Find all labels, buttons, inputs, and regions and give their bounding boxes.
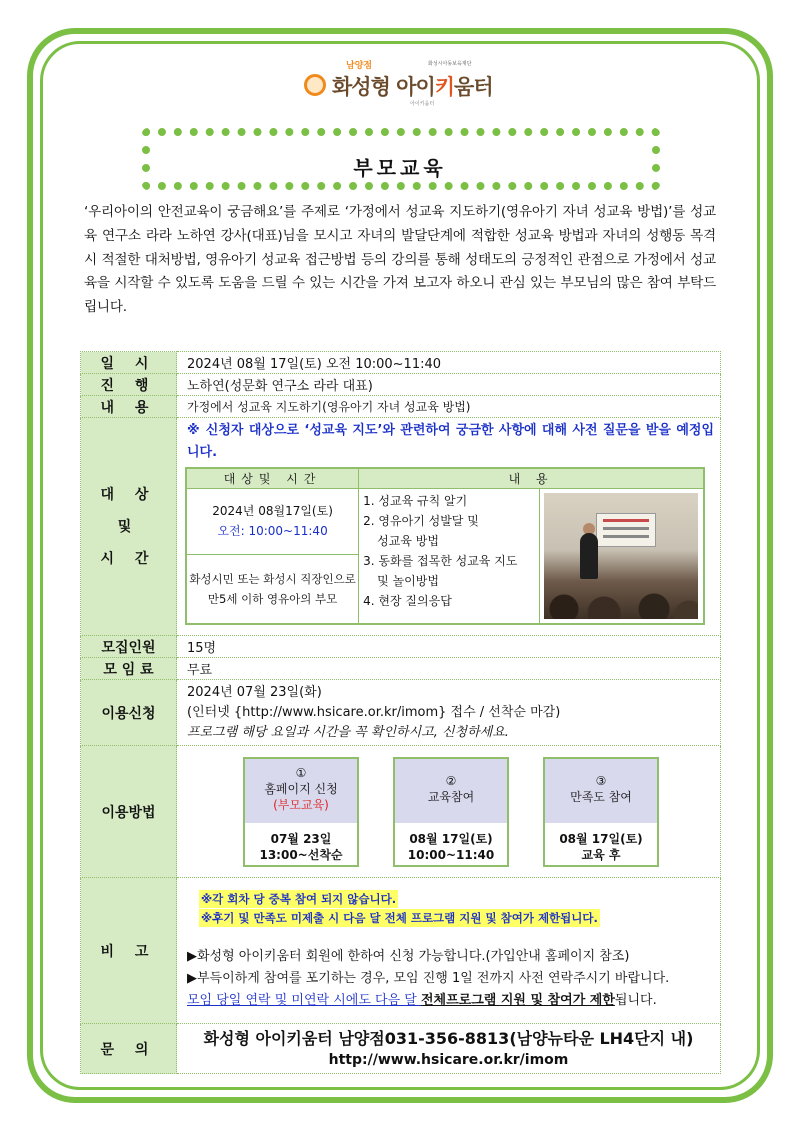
value-content: 가정에서 성교육 지도하기(영유아기 자녀 성교육 방법) (177, 396, 721, 418)
row-method (81, 746, 721, 878)
target-audience: 화성시민 또는 화성시 직장인으로 만5세 이하 영유아의 부모 (186, 555, 359, 624)
row-fee (81, 658, 721, 680)
row-contact (81, 1024, 721, 1074)
logo-face-icon (304, 74, 326, 96)
row-content (81, 396, 721, 418)
contact-url: http://www.hsicare.or.kr/imom (328, 1051, 569, 1068)
target-subtable (185, 467, 705, 625)
value-apply: 2024년 07월 23일(화) (인터넷 {http://www.hsicare.or.kr/imom} 접수 / 선착순 마감) 프로그램 해당 요일과 시간을 꼭 확인하시고, 신청하세요. (177, 680, 721, 746)
step-1-card: ① 홈페이지 신청 (부모교육) 07월 23일 13:00~선착순 (243, 757, 359, 867)
row-host (81, 374, 721, 396)
logo-org: 화성시아동보육재단 (428, 61, 472, 67)
label-method: 이용방법 (81, 746, 177, 878)
apply-link-text: (인터넷 {http://www.hsicare.or.kr/imom} 접수 / 선착순 마감) (187, 704, 561, 720)
info-table (80, 351, 721, 1074)
value-capacity: 15명 (177, 636, 721, 658)
target-notice: ※ 신청자 대상으로 ‘성교육 지도’와 관련하여 궁금한 사항에 대해 사전 질문을 받을 예정입니다. (187, 423, 714, 460)
row-remark (81, 878, 721, 1024)
value-method (177, 746, 721, 878)
logo-small: 아이키움터 (410, 101, 435, 107)
row-target (81, 418, 721, 636)
label-content: 내 용 (81, 396, 177, 418)
note-restriction: ※후기 및 만족도 미제출 시 다음 달 전체 프로그램 지원 및 참여가 제한됩니다. (201, 910, 598, 925)
target-items: 1. 성교육 규칙 알기 2. 영유아기 성발달 및 성교육 방법 3. 동화를 접목한 성교육 지도 및 놀이방법 4. 현장 질의응답 (359, 488, 540, 624)
subhead-time: 대상및 시간 (186, 468, 359, 488)
label-host: 진 행 (81, 374, 177, 396)
value-target (177, 418, 721, 636)
value-remark: ※각 회차 당 중복 참여 되지 않습니다. ※후기 및 만족도 미제출 시 다음 달 전체 프로그램 지원 및 참여가 제한됩니다. ▶화성형 아이키움터 회원에 한하여 신청 가능합니다.(가입안내 홈페이지 참조) ▶부득이하게 참여를 포기하는 경우, 모임 진행 1일 전까지 사전 연락주시기 바랍니다. 모임 당일 연락 및 미연락 시에도 다음 달 전체프로그램 지원 및 참여가 제한됩니다. (177, 878, 721, 1024)
value-fee: 무료 (177, 658, 721, 680)
step-2-card: ② 교육참여 08월 17일(토) 10:00~11:40 (393, 757, 509, 867)
intro-paragraph: ‘우리아이의 안전교육이 궁금해요’를 주제로 ‘가정에서 성교육 지도하기(영유아기 자녀 성교육 방법)’를 성교육 연구소 라라 노하연 강사(대표)님을 모시고 자녀의 발달단계에 적합한 성교육 방법과 자녀의 성행동 목격 시 적절한 대처방법, 영유아기 성교육 접근방법 등의 강의를 통해 성태도의 긍정적인 관점으로 가정에서 성교육을 시작할 수 있도록 도움을 드릴 수 있는 시간을 가져 보고자 하오니 관심 있는 부모님의 많은 참여 부탁드립니다. (84, 204, 716, 316)
lecture-photo (539, 488, 704, 624)
note-duplicate: ※각 회차 당 중복 참여 되지 않습니다. (201, 891, 397, 906)
label-apply: 이용신청 (81, 680, 177, 746)
row-apply (81, 680, 721, 746)
label-capacity: 모집인원 (81, 636, 177, 658)
label-target: 대 상 및 시 간 (81, 418, 177, 636)
value-host: 노하연(성문화 연구소 라라 대표) (177, 374, 721, 396)
logo (300, 58, 500, 114)
value-date: 2024년 08월 17일(토) 오전 10:00~11:40 (177, 352, 721, 374)
logo-brand: 화성형 아이키움터 (332, 75, 493, 99)
label-remark: 비 고 (81, 878, 177, 1024)
logo-branch: 남양점 (346, 61, 373, 71)
page-title: 부모교육 (353, 156, 447, 180)
subhead-content: 내 용 (359, 468, 704, 488)
row-capacity (81, 636, 721, 658)
value-contact: 화성형 아이키움터 남양점031-356-8813(남양뉴타운 LH4단지 내) http://www.hsicare.or.kr/imom (177, 1024, 721, 1074)
target-datetime: 2024년 08월17일(토) 오전: 10:00~11:40 (186, 488, 359, 555)
label-date: 일 시 (81, 352, 177, 374)
label-contact: 문 의 (81, 1024, 177, 1074)
label-fee: 모 임 료 (81, 658, 177, 680)
row-date (81, 352, 721, 374)
step-3-card: ③ 만족도 참여 08월 17일(토) 교육 후 (543, 757, 659, 867)
